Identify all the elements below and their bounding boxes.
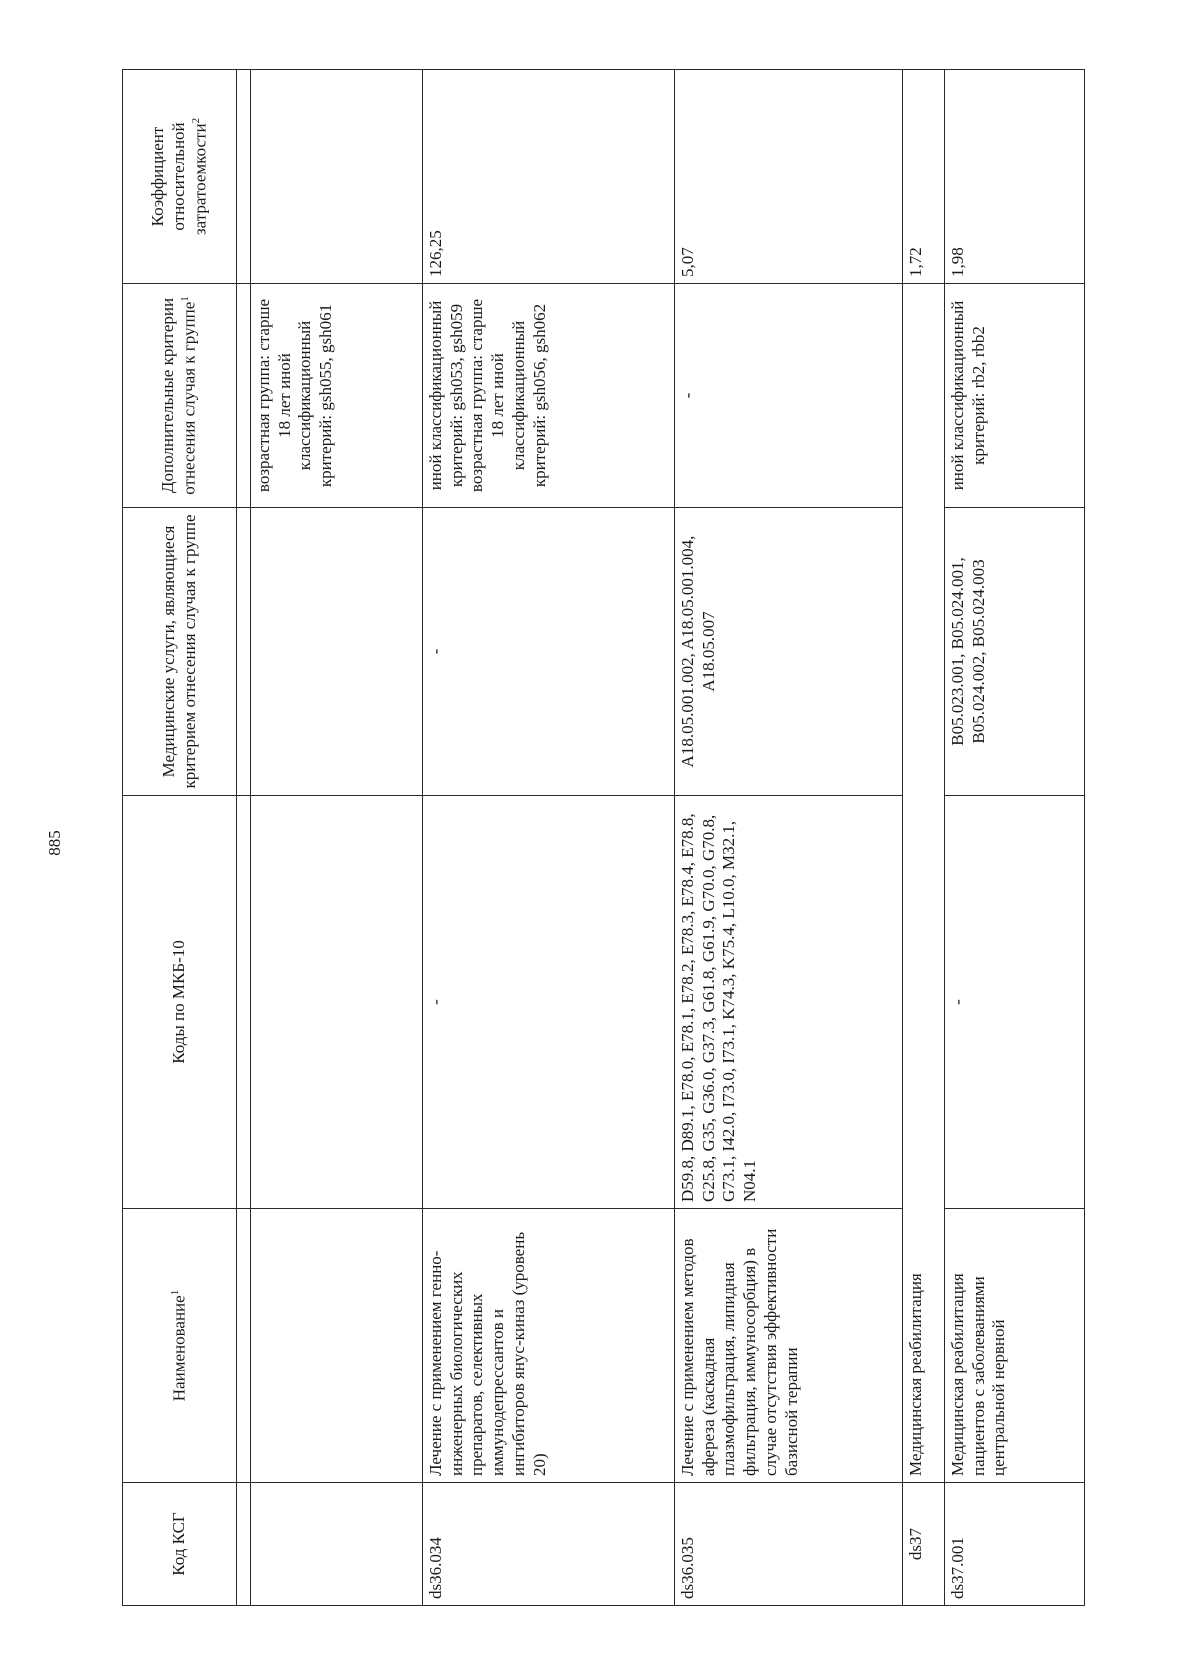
cell-code: ds37	[903, 1483, 945, 1606]
table-row	[945, 70, 1085, 1606]
blank-row	[237, 70, 251, 1606]
cell-criteria: -	[675, 284, 903, 508]
cell-code: ds36.035	[675, 1483, 903, 1606]
cell-mkb: -	[423, 796, 675, 1209]
cell-coef	[251, 70, 423, 284]
section-row	[903, 70, 945, 1606]
cell-coef: 1,72	[903, 70, 945, 284]
header-services: Медицинские услуги, являющиеся критерием отнесения случая к группе	[123, 508, 237, 796]
cell-criteria: иной классификационный критерий: gsh053, gsh059 возрастная группа: старше 18 лет иной классификационный критерий: gsh056, gsh062	[423, 284, 675, 508]
cell-mkb: D59.8, D89.1, E78.0, E78.1, E78.2, E78.3, E78.4, E78.8, G25.8, G35, G36.0, G37.3, G61.8, G61.9, G70.0, G70.8, G73.1, I42.0, I73.0, I73.1, K74.3, K75.4, L10.0, M32.1, N04.1	[675, 796, 903, 1209]
blank-cell	[237, 796, 251, 1209]
header-coef: Коэффициент относительной затратоемкости$^2$	[123, 70, 237, 284]
cell-code	[251, 1483, 423, 1606]
table-row	[675, 70, 903, 1606]
table-row	[423, 70, 675, 1606]
cell-coef: 5,07	[675, 70, 903, 284]
page-number: 885	[45, 830, 64, 856]
cell-code: ds36.034	[423, 1483, 675, 1606]
cell-name: Лечение с применением методов афереза (каскадная плазмофильтрация, липидная фильтрация, иммуносорбция) в случае отсутствия эффективности базисной терапии	[675, 1209, 903, 1483]
cell-name: Лечение с применением генно-инженерных биологических препаратов, селективных иммунодепрессантов и ингибиторов янус-киназ (уровень 20)	[423, 1209, 675, 1483]
cell-mkb: -	[945, 796, 1085, 1209]
cell-coef: 126,25	[423, 70, 675, 284]
blank-cell	[237, 508, 251, 796]
cell-criteria: возрастная группа: старше 18 лет иной классификационный критерий: gsh055, gsh061	[251, 284, 423, 508]
footnote-mark: 1	[179, 296, 192, 302]
cell-services: B05.023.001, B05.024.001, B05.024.002, B05.024.003	[945, 508, 1085, 796]
cell-mkb	[251, 796, 423, 1209]
cell-criteria: иной классификационный критерий: rb2, rbb2	[945, 284, 1085, 508]
header-criteria: Дополнительные критерии отнесения случая к группе$^1$	[123, 284, 237, 508]
footnote-mark: 1	[168, 1289, 181, 1296]
header-name: Наименование$^1$	[123, 1209, 237, 1483]
blank-cell	[237, 70, 251, 284]
table-row	[251, 70, 423, 1606]
header-row	[123, 70, 237, 1606]
blank-cell	[237, 1209, 251, 1483]
section-title: Медицинская реабилитация	[903, 284, 945, 1483]
header-code: Код КСГ	[123, 1483, 237, 1606]
cell-services: -	[423, 508, 675, 796]
blank-cell	[237, 284, 251, 508]
header-mkb: Коды по МКБ-10	[123, 796, 237, 1209]
cell-coef: 1,98	[945, 70, 1085, 284]
footnote-mark: 2	[189, 117, 202, 124]
cell-name: Медицинская реабилитация пациентов с заболеваниями центральной нервной	[945, 1209, 1085, 1483]
blank-cell	[237, 1483, 251, 1606]
ksg-table	[122, 69, 1085, 1606]
cell-services: A18.05.001.002, A18.05.001.004, A18.05.007	[675, 508, 903, 796]
cell-services	[251, 508, 423, 796]
cell-code: ds37.001	[945, 1483, 1085, 1606]
cell-name	[251, 1209, 423, 1483]
